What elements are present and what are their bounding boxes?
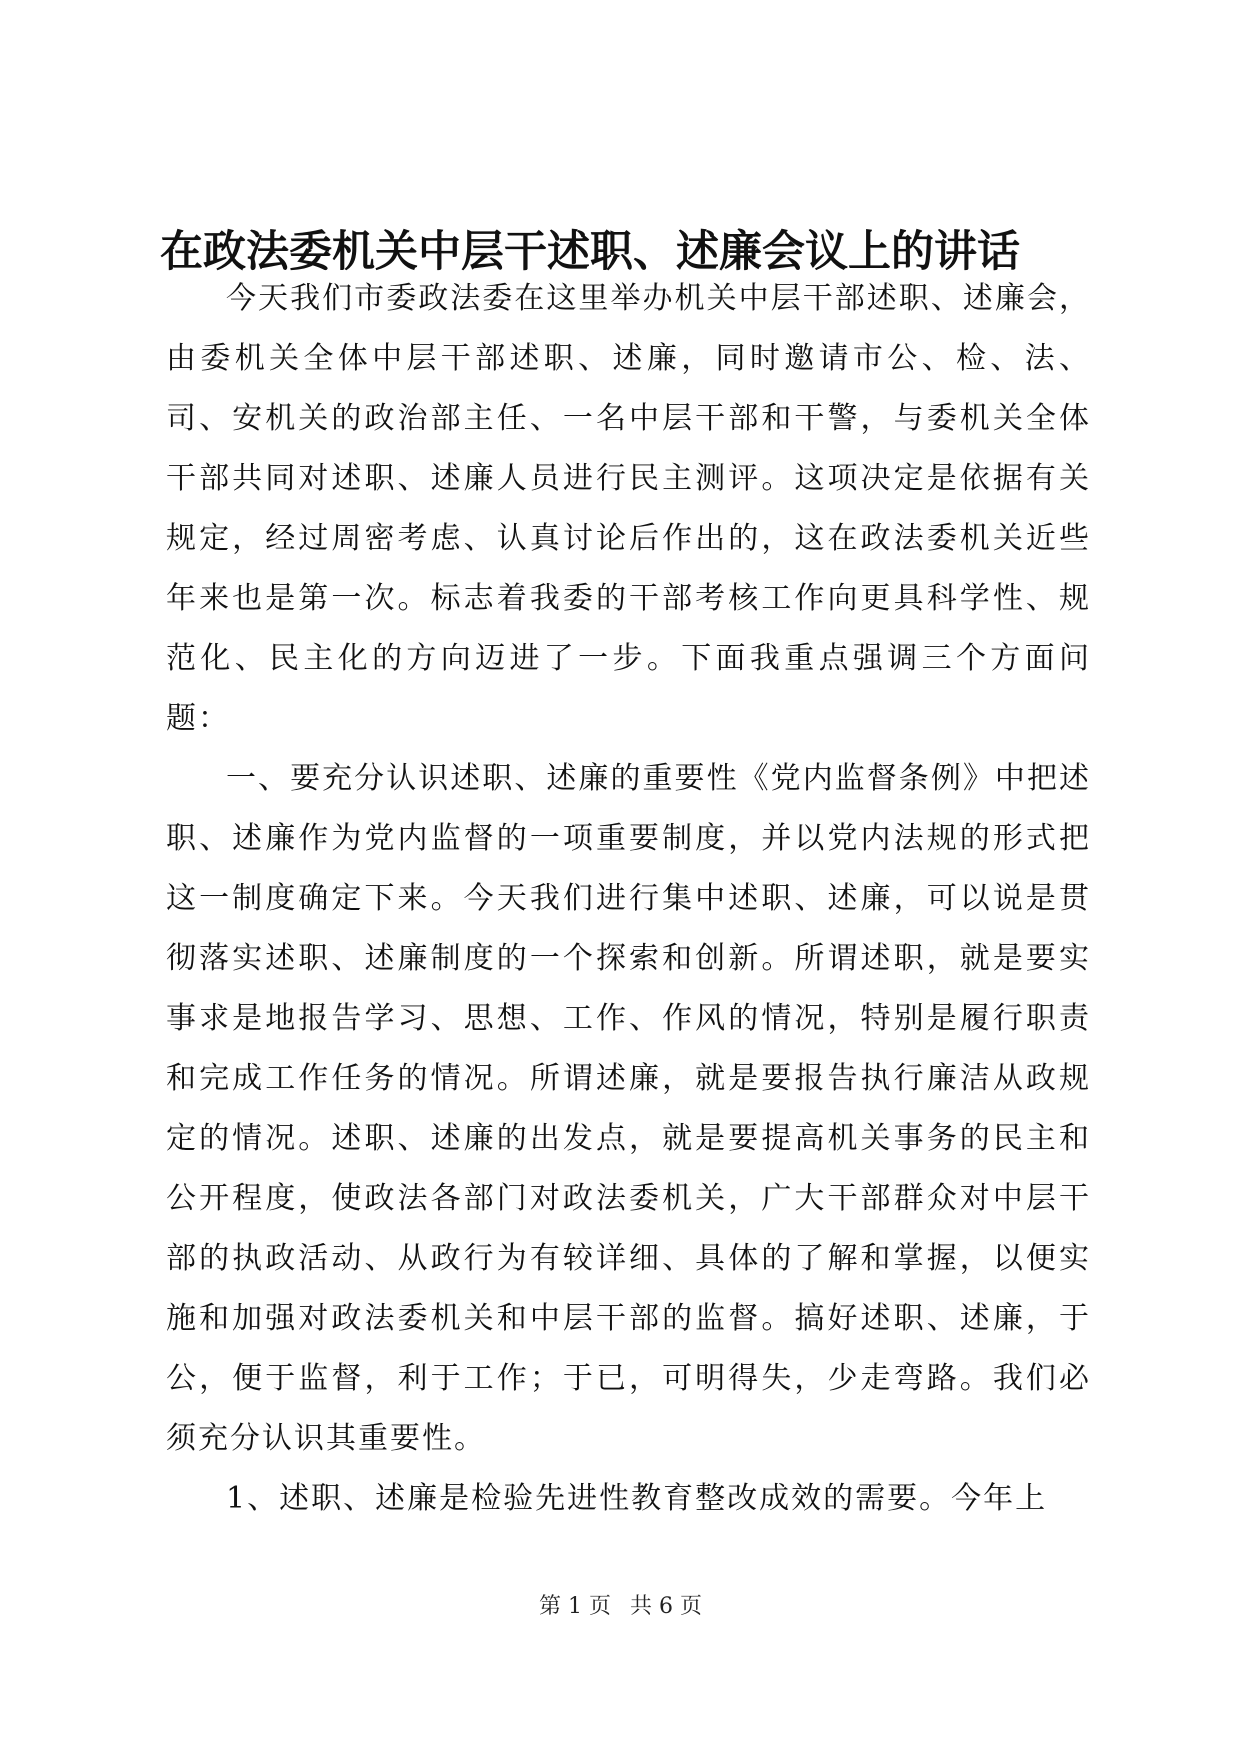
paragraph-item-one: 1、述职、述廉是检验先进性教育整改成效的需要。今年上: [226, 1481, 1048, 1516]
document-body: [166, 269, 1091, 1529]
page-number: 第 1 页: [539, 1594, 611, 1619]
paragraph-section-one: 一、要充分认识述职、述廉的重要性《党内监督条例》中把述职、述廉作为党内监督的一项重要制度，并以党内法规的形式把这一制度确定下来。今天我们进行集中述职、述廉，可以说是贯彻落实述职、述廉制度的一个探索和创新。所谓述职，就是要实事求是地报告学习、思想、工作、作风的情况，特别是履行职责和完成工作任务的情况。所谓述廉，就是要报告执行廉洁从政规定的情况。述职、述廉的出发点，就是要提高机关事务的民主和公开程度，使政法各部门对政法委机关，广大干部群众对中层干部的执政活动、从政行为有较详细、具体的了解和掌握，以便实施和加强对政法委机关和中层干部的监督。搞好述职、述廉，于公，便于监督，利于工作；于已，可明得失，少走弯路。我们必须充分认识其重要性。: [166, 761, 1091, 1456]
page-footer: [0, 1592, 1241, 1622]
document-title: 在政法委机关中层干述职、述廉会议上的讲话: [160, 227, 1020, 277]
paragraph-intro: 今天我们市委政法委在这里举办机关中层干部述职、述廉会，由委机关全体中层干部述职、述廉，同时邀请市公、检、法、司、安机关的政治部主任、一名中层干部和干警，与委机关全体干部共同对述职、述廉人员进行民主测评。这项决定是依据有关规定，经过周密考虑、认真讨论后作出的，这在政法委机关近些年来也是第一次。标志着我委的干部考核工作向更具科学性、规范化、民主化的方向迈进了一步。下面我重点强调三个方面问题：: [166, 281, 1091, 736]
page-total: 共 6 页: [630, 1594, 702, 1619]
